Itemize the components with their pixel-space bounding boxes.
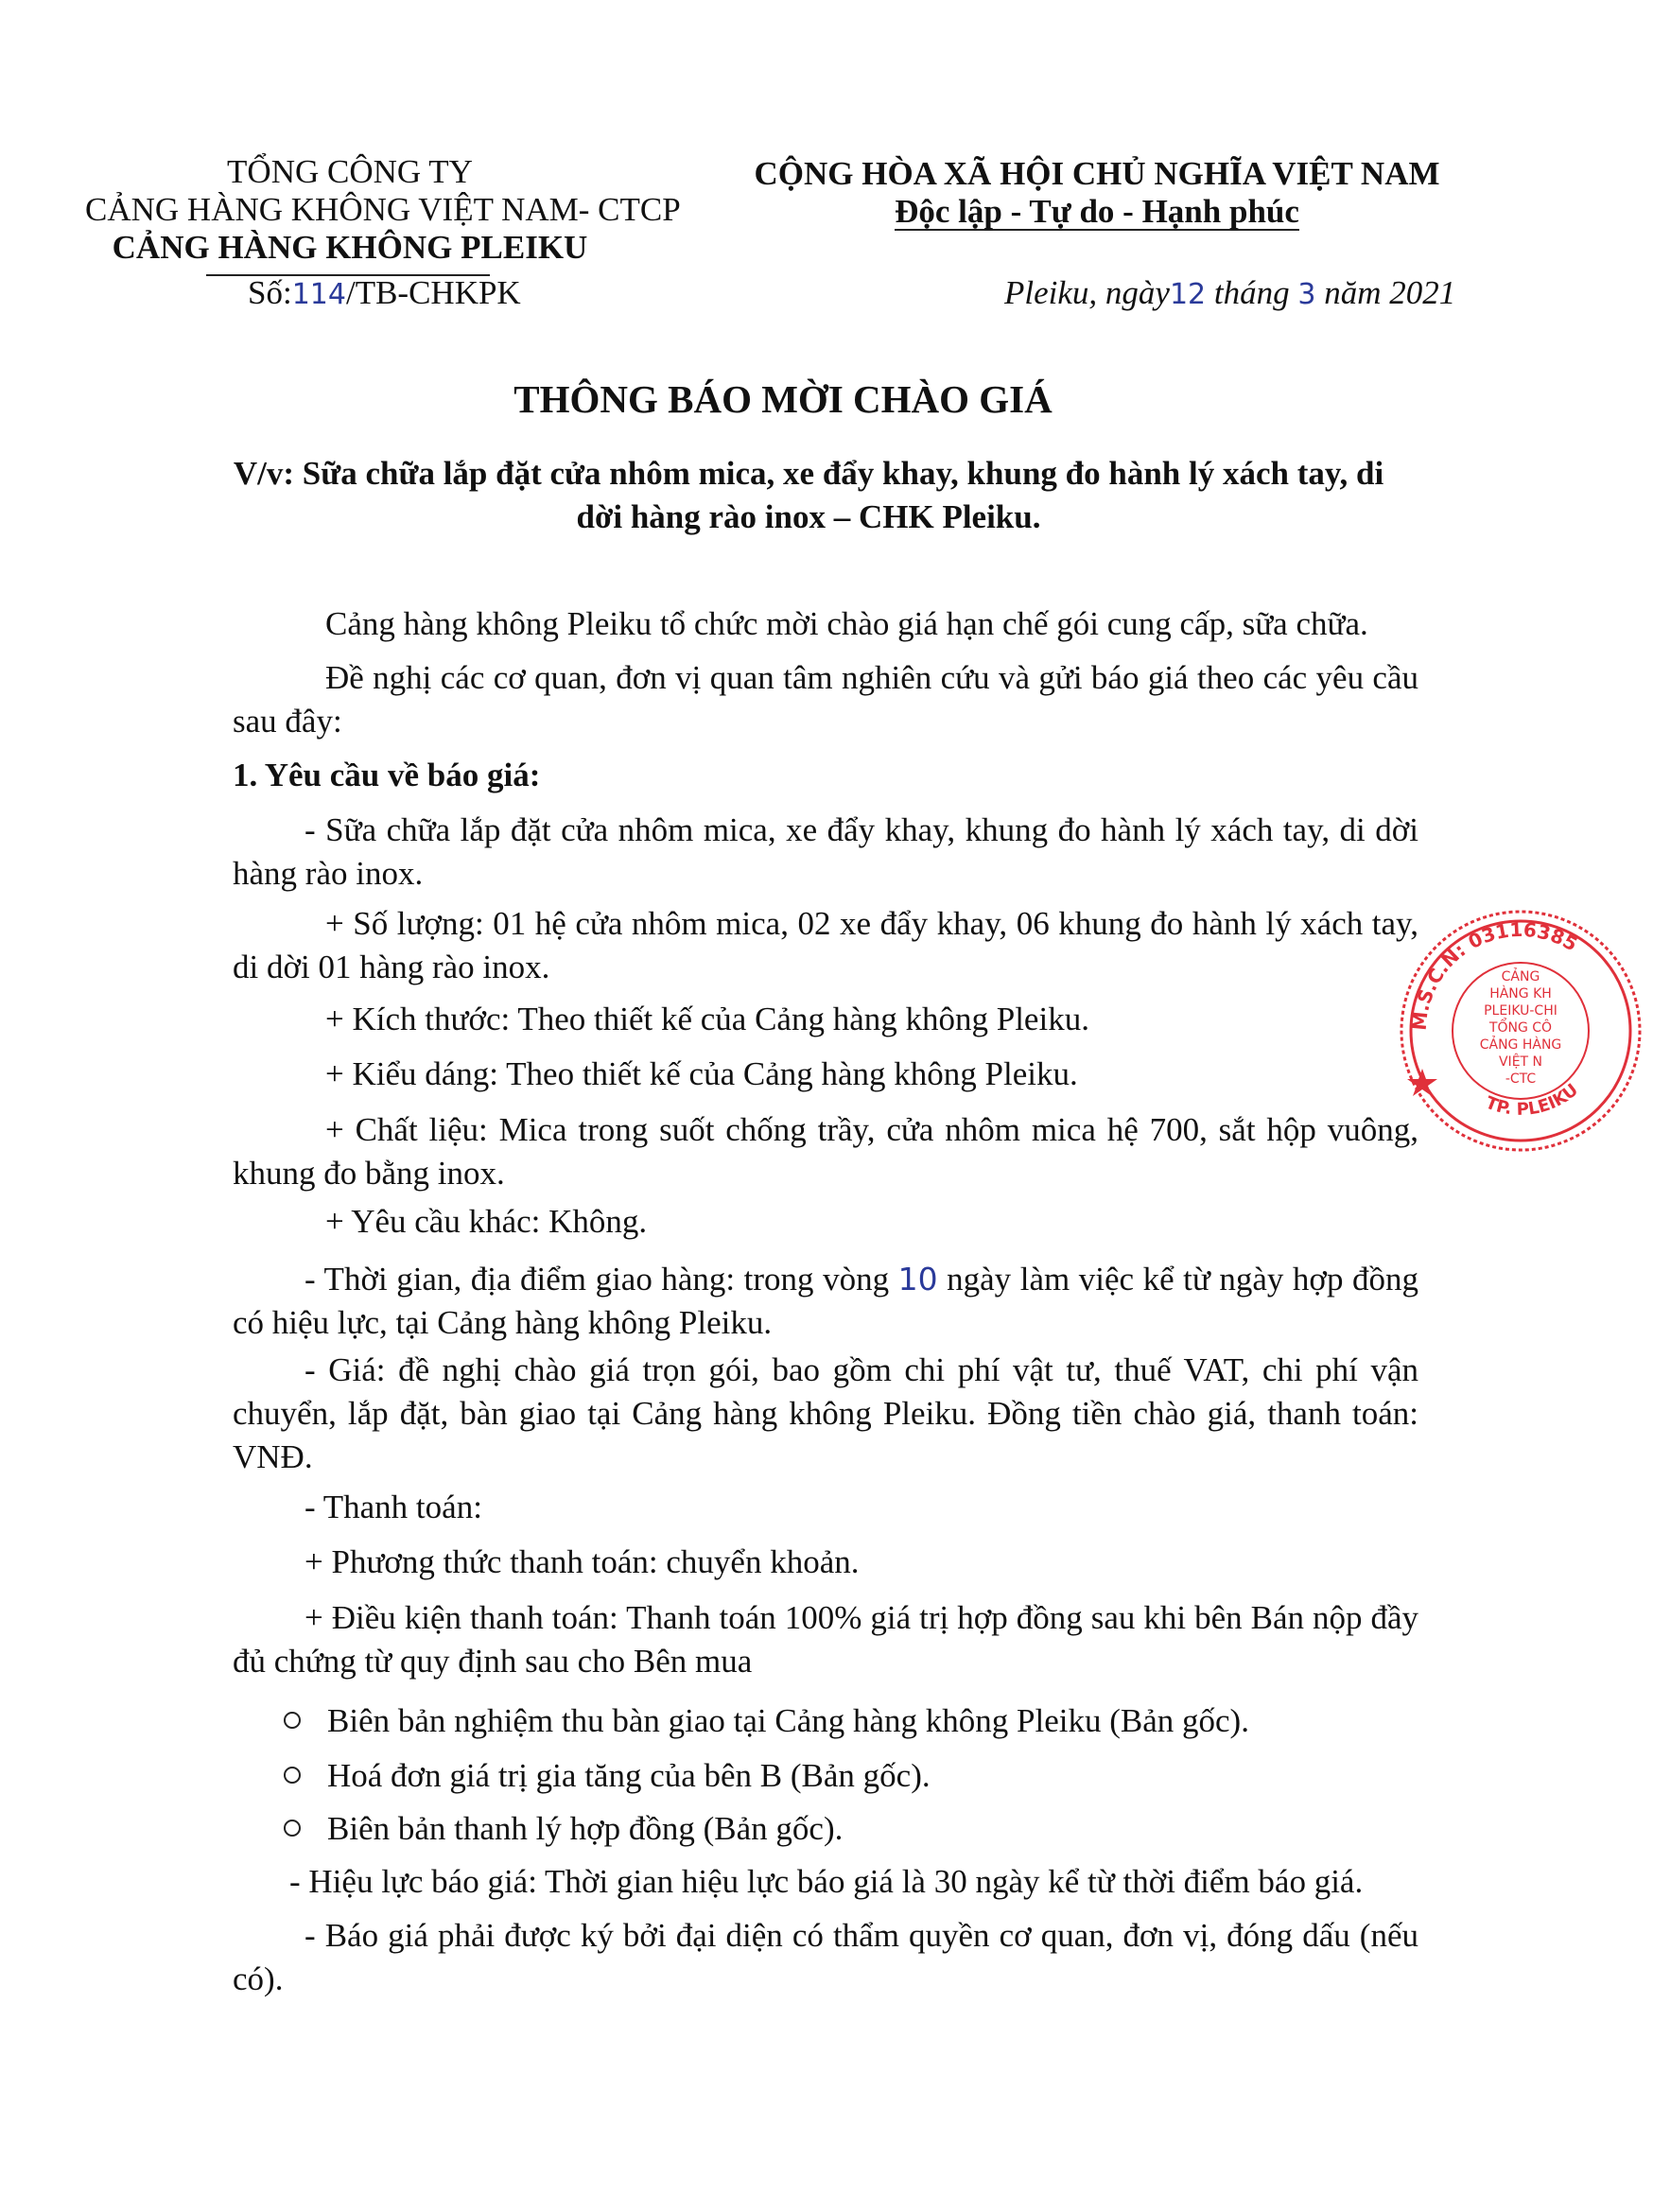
- item-other: + Yêu cầu khác: Không.: [325, 1203, 648, 1240]
- item-quantity-text: + Số lượng: 01 hệ cửa nhôm mica, 02 xe đẩy khay, 06 khung đo hành lý xách tay, di dời 01 hàng rào inox.: [233, 905, 1418, 985]
- item-style: + Kiểu dáng: Theo thiết kế của Cảng hàng không Pleiku.: [325, 1055, 1078, 1092]
- circle-bullet-icon: [284, 1767, 301, 1784]
- doc-list-item-text: Biên bản nghiệm thu bàn giao tại Cảng hàng không Pleiku (Bản gốc).: [327, 1702, 1249, 1739]
- item-payment-method: + Phương thức thanh toán: chuyển khoản.: [304, 1543, 860, 1580]
- seal-inner-line: HÀNG KH: [1489, 986, 1552, 1001]
- date-day-handwritten: 12: [1169, 278, 1207, 311]
- doc-number-prefix: Số:: [248, 274, 292, 311]
- intro-2: [233, 656, 1418, 743]
- intro-1: Cảng hàng không Pleiku tổ chức mời chào giá hạn chế gói cung cấp, sữa chữa.: [325, 605, 1368, 642]
- seal-inner-line: VIỆT N: [1498, 1054, 1543, 1070]
- delivery-prefix: - Thời gian, địa điểm giao hàng: trong vòng: [304, 1261, 898, 1298]
- item-scope-text: - Sữa chữa lắp đặt cửa nhôm mica, xe đẩy khay, khung đo hành lý xách tay, di dời hàng rào inox.: [233, 811, 1418, 892]
- subject: [189, 452, 1428, 539]
- item-signing: [233, 1914, 1418, 2001]
- seal-bottom-text: TP. PLEIKU: [1482, 1080, 1582, 1120]
- subject-line-2: dời hàng rào inox – CHK Pleiku.: [576, 498, 1041, 535]
- company-seal-stamp: [1388, 889, 1653, 1154]
- header-left: [85, 153, 681, 267]
- doc-number: [248, 274, 521, 314]
- circle-bullet-icon: [284, 1712, 301, 1729]
- issue-date: [1004, 274, 1455, 314]
- doc-number-handwritten: 114: [291, 278, 346, 311]
- seal-ring-text: M.S.C.N: 03116385: [1407, 917, 1582, 1032]
- item-validity: - Hiệu lực báo giá: Thời gian hiệu lực báo giá là 30 ngày kể từ thời điểm báo giá.: [289, 1863, 1364, 1900]
- item-material: [233, 1108, 1418, 1195]
- seal-inner-line: CẢNG: [1501, 969, 1540, 984]
- date-month-handwritten: 3: [1297, 278, 1316, 311]
- item-price: [233, 1349, 1418, 1479]
- subject-line-1: V/v: Sữa chữa lắp đặt cửa nhôm mica, xe đẩy khay, khung đo hành lý xách tay, di: [233, 455, 1384, 492]
- item-scope: [233, 809, 1418, 896]
- item-quantity: [233, 902, 1418, 989]
- national-title: CỘNG HÒA XÃ HỘI CHỦ NGHĨA VIỆT NAM: [754, 155, 1440, 192]
- date-suffix: năm 2021: [1324, 274, 1456, 311]
- header-right: [738, 155, 1456, 231]
- org-parent: TỔNG CÔNG TY: [227, 153, 473, 190]
- item-material-text: + Chất liệu: Mica trong suốt chống trầy, cửa nhôm mica hệ 700, sắt hộp vuông, khung đo bằng inox.: [233, 1111, 1418, 1192]
- intro-2-text: Đề nghị các cơ quan, đơn vị quan tâm nghiên cứu và gửi báo giá theo các yêu cầu sau đây:: [233, 659, 1418, 740]
- date-month-word: tháng: [1213, 274, 1290, 311]
- item-size: + Kích thước: Theo thiết kế của Cảng hàng không Pleiku.: [325, 1001, 1089, 1037]
- delivery-days-handwritten: 10: [897, 1261, 938, 1298]
- item-payment-terms-text: + Điều kiện thanh toán: Thanh toán 100% giá trị hợp đồng sau khi bên Bán nộp đầy đủ chứng từ quy định sau cho Bên mua: [233, 1599, 1418, 1680]
- item-signing-text: - Báo giá phải được ký bởi đại diện có thẩm quyền cơ quan, đơn vị, đóng dấu (nếu có).: [233, 1917, 1418, 1997]
- doc-number-suffix: /TB-CHKPK: [345, 274, 521, 311]
- seal-inner-line: TỔNG CÔ: [1488, 1020, 1553, 1036]
- circle-bullet-icon: [284, 1820, 301, 1837]
- doc-list-item: [284, 1753, 931, 1799]
- seal-inner-line: CẢNG HÀNG: [1479, 1037, 1562, 1053]
- section-1-heading: 1. Yêu cầu về báo giá:: [233, 757, 541, 793]
- seal-inner-line: PLEIKU-CHI: [1484, 1003, 1557, 1019]
- org-airport: CẢNG HÀNG KHÔNG PLEIKU: [112, 229, 588, 266]
- doc-list-item: [284, 1698, 1249, 1744]
- item-payment: - Thanh toán:: [304, 1489, 482, 1525]
- item-payment-terms: [233, 1596, 1418, 1683]
- doc-list-item-text: Hoá đơn giá trị gia tăng của bên B (Bản gốc).: [327, 1757, 931, 1794]
- seal-inner-line: -CTC: [1505, 1071, 1537, 1087]
- org-corporation: CẢNG HÀNG KHÔNG VIỆT NAM- CTCP: [85, 191, 681, 228]
- date-prefix: Pleiku, ngày: [1004, 274, 1170, 311]
- national-motto: Độc lập - Tự do - Hạnh phúc: [895, 193, 1299, 230]
- doc-list-item-text: Biên bản thanh lý hợp đồng (Bản gốc).: [327, 1810, 844, 1847]
- doc-list-item: [284, 1806, 843, 1852]
- delivery-suffix: ngày làm việc kể từ ngày hợp đồng có hiệu lực, tại Cảng hàng không Pleiku.: [233, 1261, 1418, 1341]
- item-price-text: - Giá: đề nghị chào giá trọn gói, bao gồm chi phí vật tư, thuế VAT, chi phí vận chuyển, lắp đặt, bàn giao tại Cảng hàng không Pleiku. Đồng tiền chào giá, thanh toán: VNĐ.: [233, 1351, 1418, 1475]
- doc-title: THÔNG BÁO MỜI CHÀO GIÁ: [513, 377, 1053, 421]
- item-delivery: [233, 1258, 1418, 1345]
